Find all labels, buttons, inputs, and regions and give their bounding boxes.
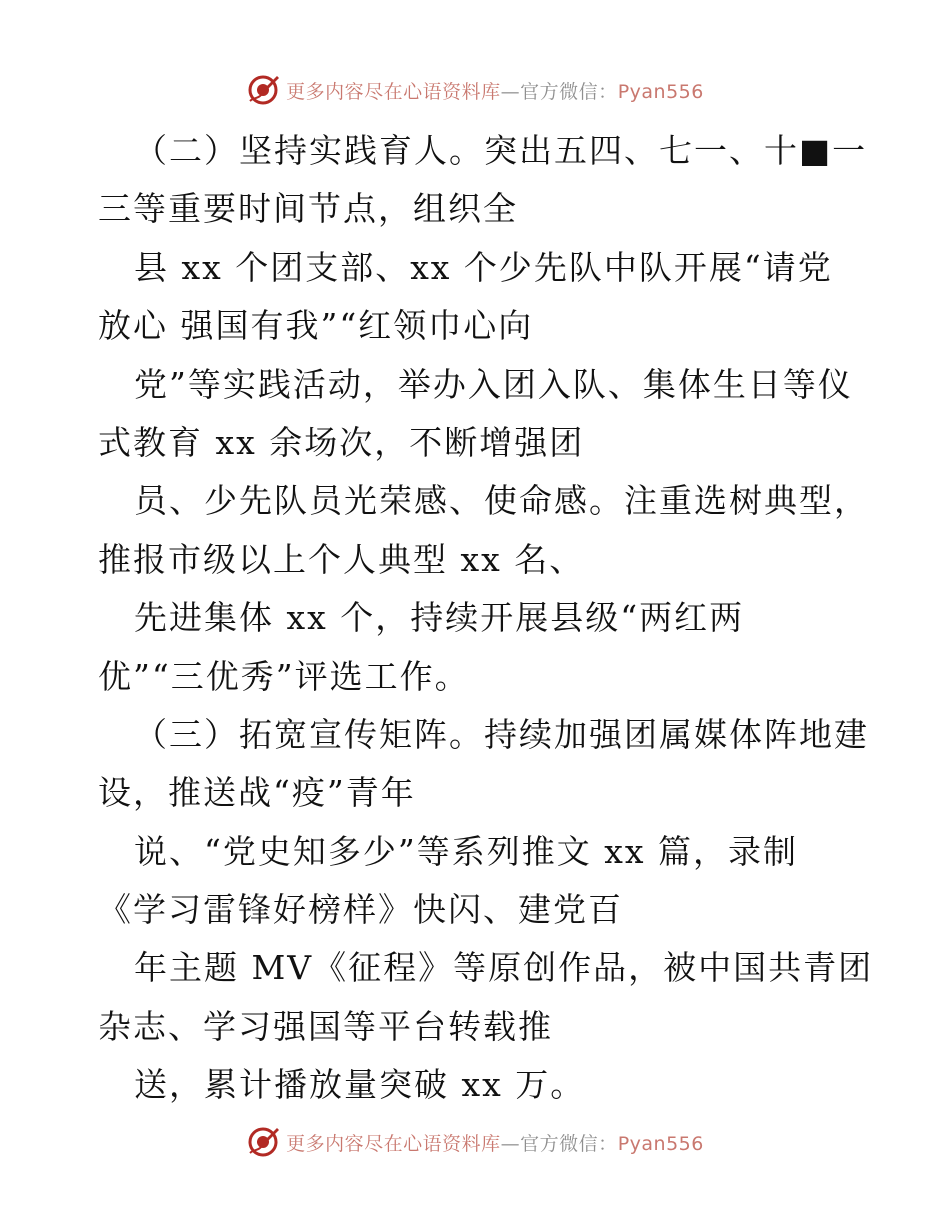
document-body bbox=[98, 122, 874, 1115]
text-line: 三等重要时间节点，组织全 bbox=[98, 189, 518, 229]
watermark-text bbox=[286, 1129, 704, 1156]
text-line: 式教育 xx 余场次，不断增强团 bbox=[98, 422, 585, 462]
watermark-brand: 更多内容尽在心语资料库 bbox=[286, 80, 501, 103]
text-line: 说、“党史知多少”等系列推文 xx 篇，录制 bbox=[134, 831, 798, 871]
text-line: 杂志、学习强国等平台转载推 bbox=[98, 1006, 553, 1046]
text-line: 放心 强国有我”“红领巾心向 bbox=[98, 306, 534, 346]
text-line: 送，累计播放量突破 xx 万。 bbox=[134, 1065, 586, 1105]
watermark-dash: — bbox=[500, 1132, 521, 1155]
text-line: 《学习雷锋好榜样》快闪、建党百 bbox=[98, 890, 623, 930]
watermark-id: Pyan556 bbox=[617, 1132, 704, 1155]
text-line: 员、少先队员光荣感、使命感。注重选树典型， bbox=[134, 481, 869, 521]
header-watermark bbox=[0, 72, 950, 108]
text-line: 年主题 MV《征程》等原创作品，被中国共青团 bbox=[134, 948, 874, 988]
footer-watermark bbox=[0, 1124, 950, 1160]
text-line: 设，推送战“疫”青年 bbox=[98, 773, 416, 813]
text-line: 先进集体 xx 个，持续开展县级“两红两 bbox=[134, 598, 745, 638]
watermark-text bbox=[286, 77, 704, 104]
watermark-label: 官方微信： bbox=[520, 1132, 618, 1155]
watermark-label: 官方微信： bbox=[520, 80, 618, 103]
watermark-id: Pyan556 bbox=[617, 80, 704, 103]
pen-logo-icon bbox=[246, 1125, 280, 1159]
text-line: （三）拓宽宣传矩阵。持续加强团属媒体阵地建 bbox=[134, 714, 869, 754]
watermark-dash: — bbox=[500, 80, 521, 103]
watermark-brand: 更多内容尽在心语资料库 bbox=[286, 1132, 501, 1155]
text-line: 县 xx 个团支部、xx 个少先队中队开展“请党 bbox=[134, 247, 833, 287]
text-line: 推报市级以上个人典型 xx 名、 bbox=[98, 539, 585, 579]
text-line: 党”等实践活动，举办入团入队、集体生日等仪 bbox=[134, 364, 853, 404]
text-line: 优”“三优秀”评选工作。 bbox=[98, 656, 470, 696]
text-line: （二）坚持实践育人。突出五四、七一、十■一 bbox=[134, 131, 868, 170]
pen-logo-icon bbox=[246, 73, 280, 107]
